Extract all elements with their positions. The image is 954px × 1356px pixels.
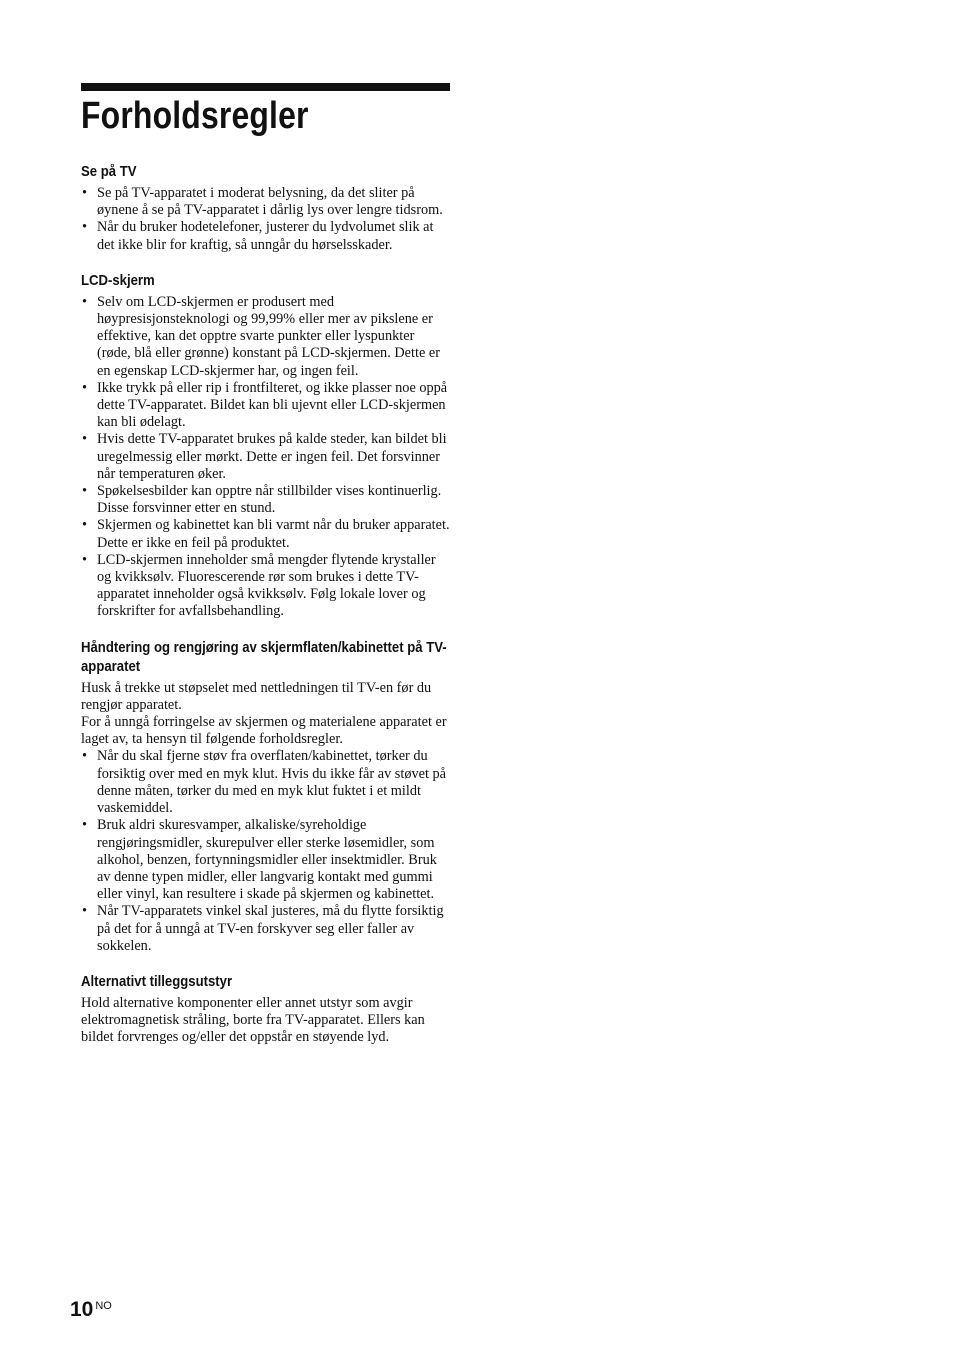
section-alternativt-tilleggsutstyr — [81, 973, 450, 1047]
bullet-item: • Når TV-apparatets vinkel skal justeres, må du flytte forsiktig på det for å unngå at TV-en forskyver seg eller faller av sokkelen. — [81, 903, 450, 955]
page-number-value: 10 — [70, 1298, 94, 1321]
section-handtering-og-rengjoring — [81, 639, 450, 955]
bullet-item: • LCD-skjermen inneholder små mengder flytende krystaller og kvikksølv. Fluorescerende rør som brukes i dette TV-apparatet inneholder også kvikksølv. Følg lokale lover og forskrifter for avfallsbehandling. — [81, 552, 450, 621]
page-number — [70, 1297, 112, 1323]
bullet-item: • Hvis dette TV-apparatet brukes på kalde steder, kan bildet bli uregelmessig eller mørkt. Dette er ingen feil. Det forsvinner når temperaturen øker. — [81, 431, 450, 483]
section-heading: Alternativt tilleggsutstyr — [81, 973, 233, 990]
section-se-pa-tv — [81, 163, 450, 254]
section-heading: Håndtering og rengjøring av skjermflaten/kabinettet på TV-apparatet — [81, 639, 447, 675]
bullet-list — [81, 294, 450, 621]
language-code: NO — [95, 1300, 112, 1312]
section-paragraph: For å unngå forringelse av skjermen og materialene apparatet er laget av, ta hensyn til følgende forholdsregler. — [81, 714, 447, 748]
bullet-item: • Selv om LCD-skjermen er produsert med høypresisjonsteknologi og 99,99% eller mer av pikslene er effektive, kan det opptre svarte punkter eller lyspunkter (røde, blå eller grønne) konstant på LCD-skjermen. Dette er en egenskap LCD-skjermer har, og ingen feil. — [81, 294, 450, 380]
bullet-item: • Bruk aldri skuresvamper, alkaliske/syreholdige rengjøringsmidler, skurepulver eller sterke løsemidler, som alkohol, benzen, fortynningsmidler eller insektmidler. Bruk av denne typen midler, eller langvarig kontakt med gummi eller vinyl, kan resultere i skade på skjermen og kabinettet. — [81, 817, 450, 903]
bullet-item: • Ikke trykk på eller rip i frontfilteret, og ikke plasser noe oppå dette TV-apparatet. Bildet kan bli ujevnt eller LCD-skjermen kan bli ødelagt. — [81, 380, 450, 432]
bullet-item: • Skjermen og kabinettet kan bli varmt når du bruker apparatet. Dette er ikke en feil på produktet. — [81, 517, 450, 551]
section-heading: LCD-skjerm — [81, 272, 155, 289]
bullet-item: • Når du bruker hodetelefoner, justerer du lydvolumet slik at det ikke blir for kraftig, så unngår du hørselsskader. — [81, 219, 450, 253]
bullet-item: • Se på TV-apparatet i moderat belysning, da det sliter på øynene å se på TV-apparatet i dårlig lys over lengre tidsrom. — [81, 185, 450, 219]
bullet-item: • Når du skal fjerne støv fra overflaten/kabinettet, tørker du forsiktig over med en myk klut. Hvis du ikke får av støvet på denne måten, tørker du med en myk klut fuktet i et mildt vaskemiddel. — [81, 748, 450, 817]
section-paragraph: Husk å trekke ut støpselet med nettledningen til TV-en før du rengjør apparatet. — [81, 679, 432, 713]
section-paragraph: Hold alternative komponenter eller annet utstyr som avgir elektromagnetisk stråling, borte fra TV-apparatet. Ellers kan bildet forvrenges og/eller det oppstår en støyende lyd. — [81, 994, 425, 1046]
section-lcd-skjerm — [81, 272, 450, 621]
page-content — [81, 163, 450, 1047]
title-rule — [81, 83, 450, 91]
section-heading: Se på TV — [81, 164, 137, 180]
bullet-item: • Spøkelsesbilder kan opptre når stillbilder vises kontinuerlig. Disse forsvinner etter en stund. — [81, 483, 450, 517]
bullet-list — [81, 748, 450, 954]
page-title: Forholdsregler — [81, 95, 309, 137]
bullet-list — [81, 185, 450, 254]
